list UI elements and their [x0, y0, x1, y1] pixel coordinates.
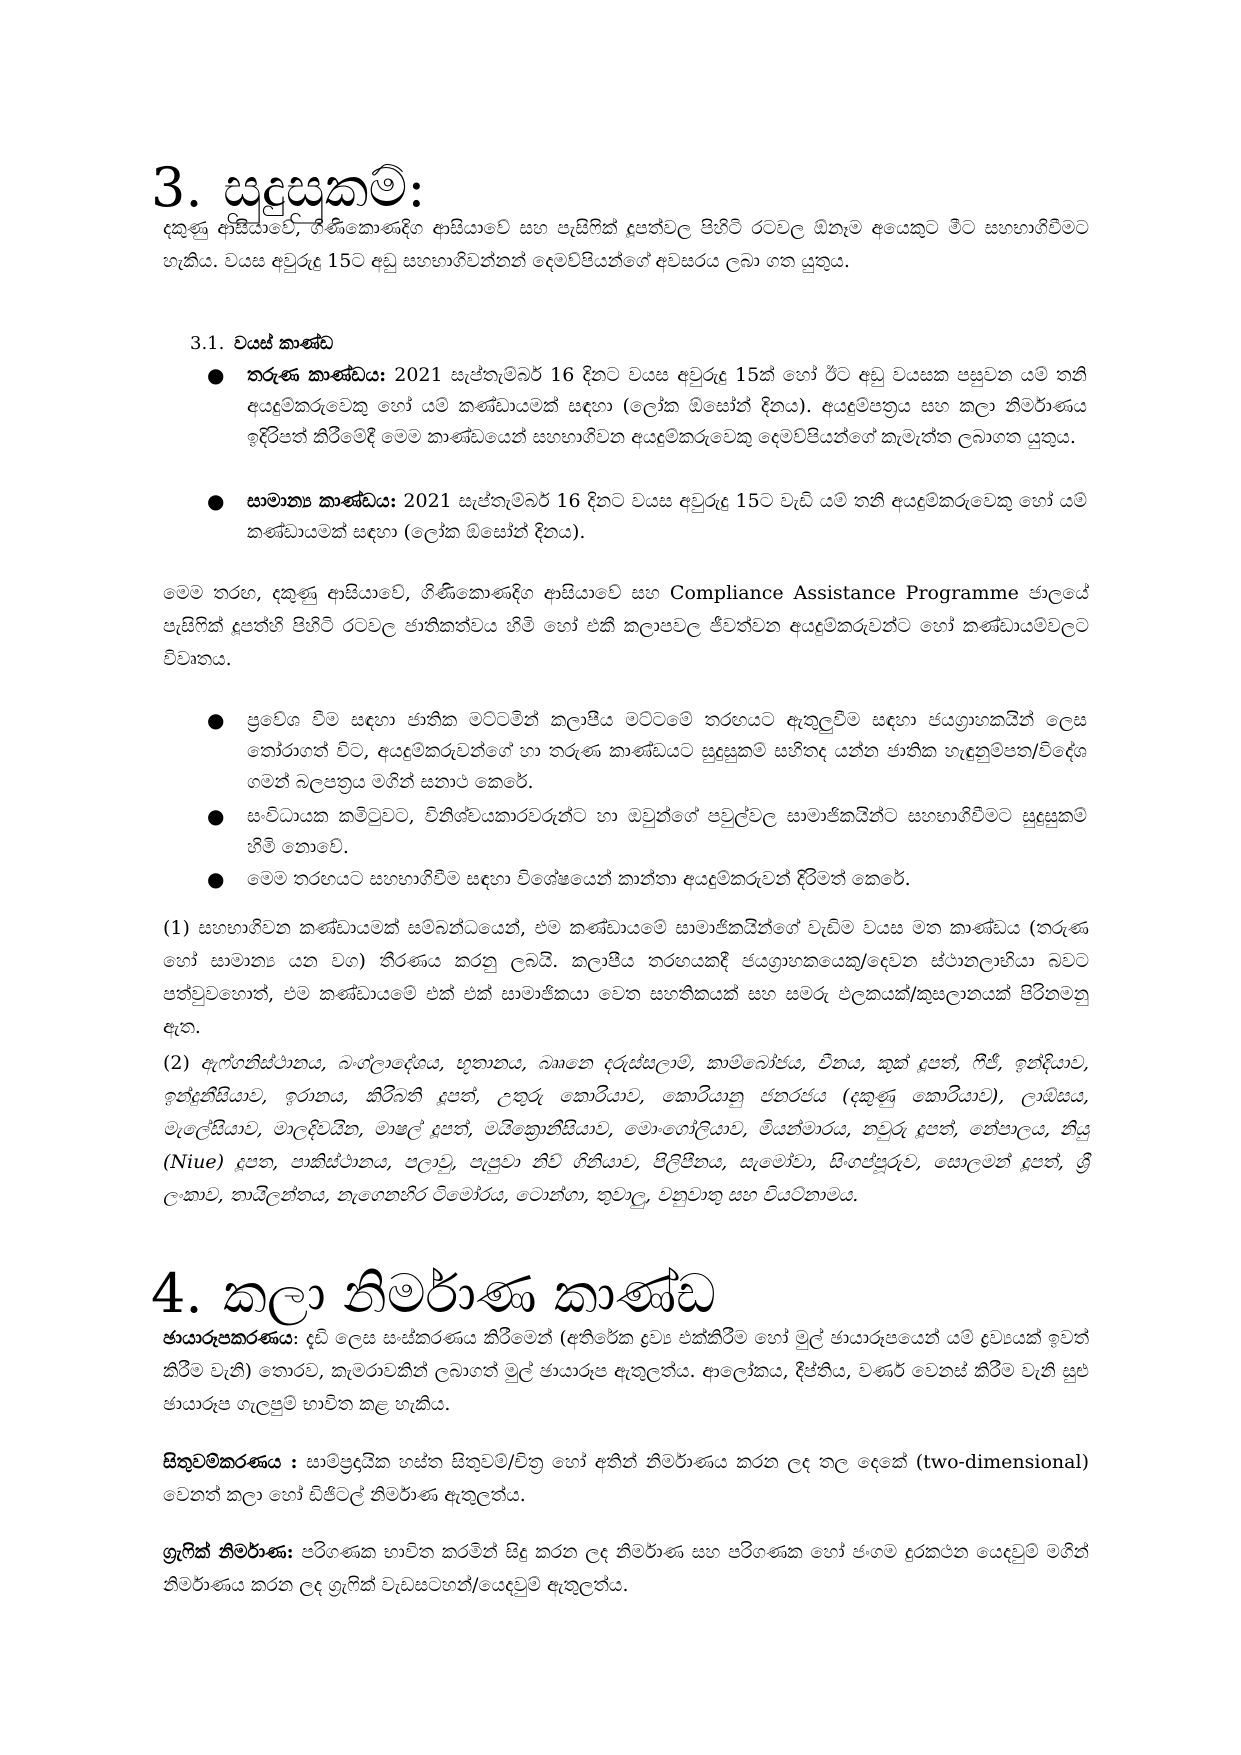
bullet-icon: ●: [207, 363, 225, 387]
category-graphic-design: [163, 1536, 1089, 1602]
subsection-3-1-heading: [190, 329, 333, 359]
subsection-3-1-title: වයස් කාණ්ඩ: [234, 333, 334, 354]
general-category-text: 2021 සැප්තැම්බර් 16 දිනට වයස අවුරුදු 15ට වැඩි යම් තනි අයදුම්කරුවෙකු හෝ යම් කණ්ඩායමක් සඳහා (ලෝක ඕසෝන් දිනය).: [247, 490, 1087, 543]
section-3-heading: [151, 157, 426, 219]
subsection-3-1-number: 3.1.: [190, 333, 225, 354]
list-item-text: [247, 360, 1087, 453]
bullet-icon: ●: [207, 708, 225, 732]
category-photography: [163, 1322, 1089, 1421]
photography-text: දැඩි ලෙස සංස්කරණය කිරීමෙන් (අතිරේක ද්‍රව්‍ය එක්කිරීම හෝ මුල් ඡායාරූපයෙන් යම් ද්‍රව්‍යයක් ඉවත් කිරීම වැනි) තොරව, කැමරාවකින් ලබාගත් මුල් ඡායාරූප ඇතුලත්ය. ආලෝකය, දීප්තිය, වර්ණ වෙනස් කිරීම වැනි සුළු ඡායාරූප ගැලපුම් භාවිත කළ හැකිය.: [163, 1327, 1089, 1415]
graphic-design-text: පරිගණක භාවිත කරමින් සිදු කරන ලද නිර්මාණ සහ පරිගණක හෝ ජංගම දුරකථන යෙදවුම් මගින් නිර්මාණය කරන ලද ග්‍රැෆික් වැඩසටහන්/යෙදවුම් ඇතුලත්ය.: [163, 1541, 1089, 1596]
section-3-number: 3.: [151, 156, 203, 219]
term-youth-category: තරුණ කාණ්ඩය:: [247, 364, 387, 386]
term-graphic-design: ග්‍රැෆික් නිර්මාණ:: [163, 1541, 294, 1563]
term-painting: සිතුවම්කරණය :: [163, 1451, 298, 1473]
section-4-heading: [151, 1263, 716, 1325]
bullet-icon: ●: [207, 489, 225, 513]
bullet-icon: ●: [207, 804, 225, 828]
bullet-icon: ●: [207, 867, 225, 891]
list-item-text: ප්‍රවේශ වීම සඳහා ජාතික මට්ටමින් කලාපීය මට්ටමේ තරඟයට ඇතුලුවීම සඳහා ජයග්‍රාහකයින් ලෙස තෝරාගත් විට, අයදුම්කරුවන්ගේ හා තරුණ කාණ්ඩයට සුදුසුකම් සහිතද යන්න ජාතික හැඳුනුම්පත/විදේශ ගමන් බලපත්‍රය මගින් සනාථ කෙරේ.: [247, 709, 1087, 793]
eligibility-paragraph: මෙම තරඟ, දකුණු ආසියාවේ, ගිණිකොණදිග ආසියාවේ සහ Compliance Assistance Programme ජාලයේ පැසිෆික් දූපත්හි පිහිටි රටවල ජාතිකත්වය හිමි හෝ එකී කලාපවල ජීවත්වන අයදුම්කරුවන්ට හෝ කණ්ඩායම්වලට විවෘතය.: [163, 582, 1089, 670]
footnote-2-label: (2): [163, 1052, 201, 1074]
section-3-intro: දකුණු ආසියාවේ, ගිණිකොණදිග ආසියාවේ සහ පැසිෆික් දූපත්වල පිහිටි රටවල ඕනෑම අයෙකුට මීට සහභාගිවීමට හැකිය. වයස අවුරුදු 15ට අඩු සහභාගිවන්නන් දෙමව්පියන්ගේ අවසරය ලබා ගත යුතුය.: [163, 217, 1089, 272]
footnote-1: (1) සහභාගිවන කණ්ඩායමක් සම්බන්ධයෙන්, එම කණ්ඩායමේ සාමාජිකයින්ගේ වැඩිම වයස මත කාණ්ඩය (තරුණ හෝ සාමාන්‍ය යන වග) තීරණය කරනු ලබයි. කලාපීය තරඟයකදී ජයග්‍රාහකයෙකු/දෙවන ස්ථානලාභියා බවට පත්වුවහොත්, එම කණ්ඩායමේ එක් එක් සාමාජිකයා වෙත සහතිකයක් සහ සමරු ඵලකයක්/කුසලානයක් පිරිනමනු ඇත.: [163, 917, 1089, 1038]
section-4-title: කලා නිර්මාණ කාණ්ඩ: [223, 1262, 717, 1325]
footnote-2-country-list: ඇෆ්ගනිස්ථානය, බංග්ලාදේශය, භූතානය, බෲනෙ දරුස්සලාම්, කාම්බෝජය, චීනය, කුක් දූපත්, ෆීජී, ඉන්දියාව, ඉන්දුනීසියාව, ඉරානය, කිරිබති දූපත්, උතුරු කොරියාව, කොරියානු ජනරජය (දකුණු කොරියාව), ලාඕසය, මැලේසියාව, මාලදිවයින, මාෂල් දූපත්, මයික්‍රොනීසියාව, මොංගෝලියාව, මියන්මාරය, නවුරු දූපත්, නේපාලය, නියු (Niue) දූපත, පාකිස්ථානය, පලාවු, පැපුවා නිව් ගිනියාව, පිලිපීනය, සැමෝවා, සිංගප්පූරුව, සොලමන් දූපත්, ශ්‍රී ලංකාව, තායිලන්තය, නැගෙනහිර ටිමෝරය, ටොන්ගා, තුවාලු, වනුවාතු සහ වියට්නාමය.: [163, 1052, 1089, 1206]
list-item-text: මෙම තරඟයට සහභාගිවීම සඳහා විශේෂයෙන් කාන්තා අයදුම්කරුවන් දිරිමත් කෙරේ.: [247, 868, 911, 890]
section-4-number: 4.: [151, 1262, 203, 1325]
youth-category-text: 2021 සැප්තැම්බර් 16 දිනට වයස අවුරුදු 15ක් හෝ ඊට අඩු වයසක පසුවන යම් තනි අයදුම්කරුවෙකු හෝ යම් කණ්ඩායමක් සඳහා (ලෝක ඕසෝන් දිනය). අයදුම්පත්‍රය සහ කලා නිර්මාණය ඉදිරිපත් කිරීමේදී මෙම කාණ්ඩයෙන් සහභාගිවන අයදුම්කරුවෙකු දෙමව්පියන්ගේ කැමැත්ත ලබාගත යුතුය.: [247, 364, 1087, 448]
separator: :: [292, 1327, 306, 1349]
term-photography: ඡායාරූපකරණය: [163, 1327, 293, 1349]
painting-text: සාම්ප්‍රදායික හස්ත සිතුවම්/චිත්‍ර හෝ අතින් නිර්මාණය කරන ලද තල දෙකේ (two-dimensional) වෙනත් කලා හෝ ඩිජිටල් නිර්මාණ ඇතුලත්ය.: [163, 1451, 1089, 1506]
footnote-2: [163, 1047, 1089, 1212]
list-item-text: සංවිධායක කමිටුවට, විනිශ්චයකාරවරුන්ට හා ඔවුන්ගේ පවුල්වල සාමාජිකයින්ට සහභාගිවීමට සුදුසුකම් හිමි නොවේ.: [247, 805, 1087, 858]
term-general-category: සාමාන්‍ය කාණ්ඩය:: [247, 490, 397, 512]
separator: [298, 1451, 307, 1473]
section-3-title: සුදුසුකම්:: [223, 156, 426, 219]
category-painting: [163, 1446, 1089, 1512]
list-item-text: [247, 486, 1087, 548]
